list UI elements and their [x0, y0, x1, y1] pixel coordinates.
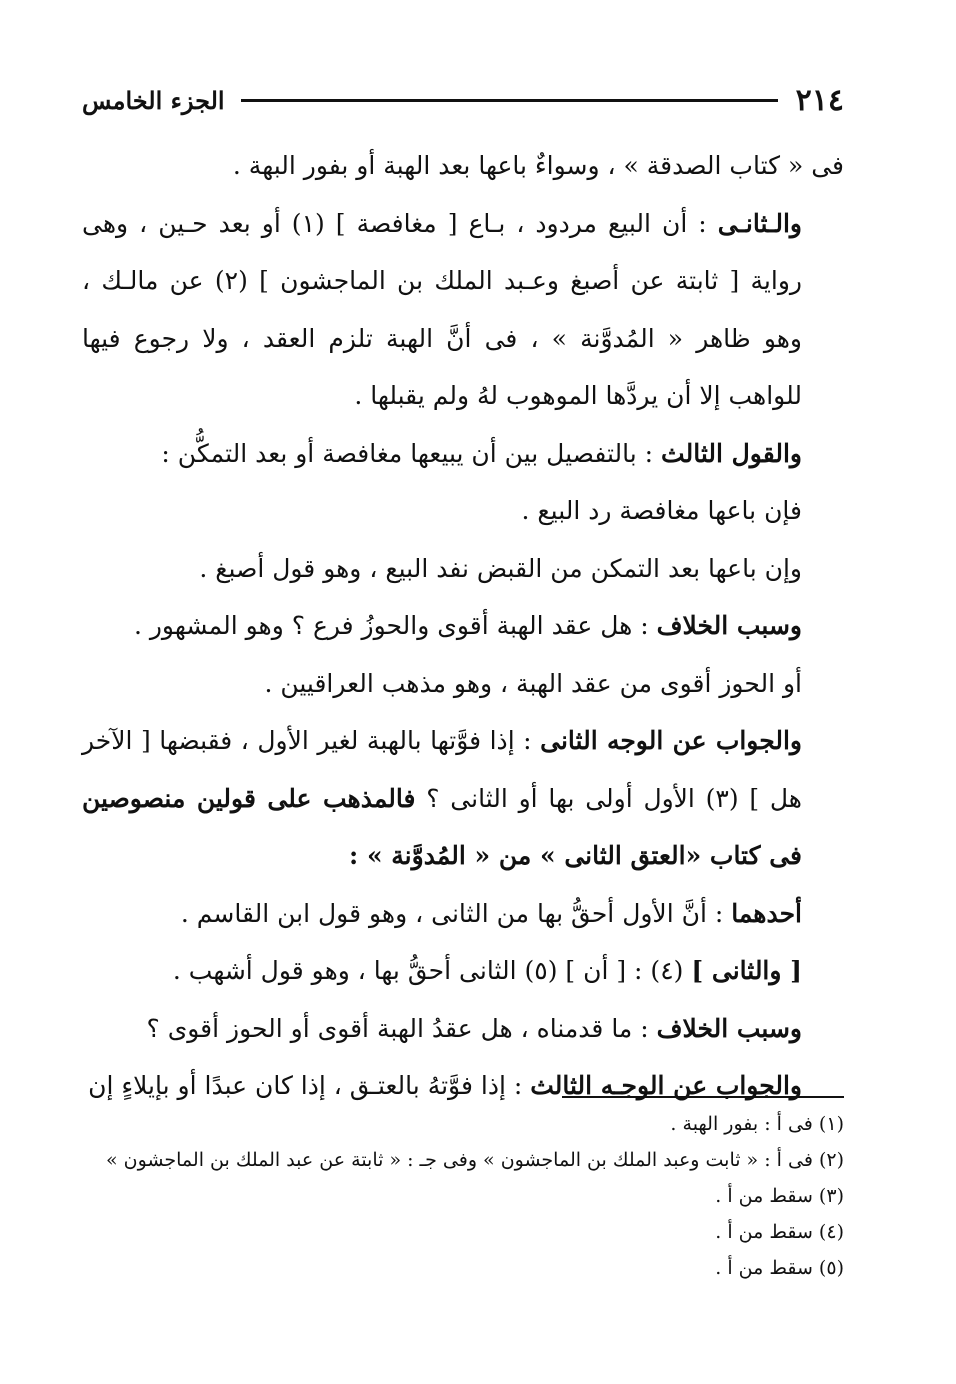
- paragraph-8-text: : إذا فوَّتها بالهبة لغير الأول ، فقبضها [ الآخر هل ] (٣) الأول أولى بها أو الثانى ؟: [82, 726, 802, 813]
- paragraph-3: [82, 425, 844, 483]
- paragraph-3-label: والقول الثالث: [661, 438, 802, 468]
- page-number: ٢١٤: [795, 82, 844, 118]
- paragraph-3-text: : بالتفصيل بين أن يبيعها مغافصة أو بعد التمكُّن :: [161, 438, 662, 468]
- paragraph-4-text: فإن باعها مغافصة رد البيع .: [521, 496, 802, 525]
- paragraph-12-text: : إذا فوَّتهُ بالعتـق ، إذا كان عبدًا أو بإيلاءٍ إن: [88, 1071, 531, 1100]
- running-head: الجزء الخامس: [82, 85, 225, 115]
- paragraph-11: [82, 1000, 844, 1058]
- paragraph-8-bold: فالمذهب على قولين منصوصين فى كتاب «العتق الثانى » من « المُدوَّنة » :: [82, 783, 802, 870]
- paragraph-9: [82, 885, 844, 943]
- footnote-3: (٣) سقط من أ .: [715, 1185, 844, 1207]
- footnote-2: (٢) فى أ : « ثابت وعبد الملك بن الماجشون » وفى جـ : « ثابتة عن عبد الملك بن الماجشون »: [106, 1149, 844, 1171]
- paragraph-2: [82, 195, 844, 425]
- paragraph-10-text: (٤) : [ أن ] (٥) الثانى أحقُّ بها ، وهو قول أشهب .: [172, 956, 692, 985]
- footnote-1: (١) فى أ : بفور الهبة .: [670, 1113, 844, 1135]
- paragraph-6: [82, 597, 844, 655]
- paragraph-2-label: والـثانـى: [717, 208, 802, 238]
- body-text: [82, 137, 844, 1115]
- paragraph-5: [82, 540, 844, 598]
- footnote-rule: [562, 1096, 844, 1098]
- paragraph-6-text: : هل عقد الهبة أقوى والحوزُ فرع ؟ وهو المشهور .: [133, 611, 657, 640]
- paragraph-7: [82, 655, 844, 713]
- paragraph-7-text: أو الحوز أقوى من عقد الهبة ، وهو مذهب العراقيين .: [264, 668, 802, 698]
- footnote-5: (٥) سقط من أ .: [715, 1257, 844, 1279]
- paragraph-2-text: : أن البيع مردود ، بـاع [ مغافصة ] (١) أو بعد حـين ، وهى رواية [ ثابتة عن أصبغ وعـبد الملك بن الماجشون ] (٢) عن مالـك ، وهو ظاهر « المُدوَّنة » ، فى أنَّ الهبة تلزم العقد ، ولا رجوع فيها للواهب إلا أن يردَّها الموهوب لهُ ولم يقبلها .: [82, 208, 802, 410]
- footnote-4: (٤) سقط من أ .: [715, 1221, 844, 1243]
- paragraph-1: [82, 137, 844, 195]
- paragraph-8-label: والجواب عن الوجه الثانى: [540, 726, 802, 755]
- paragraph-6-label: وسبب الخلاف: [656, 611, 802, 640]
- paragraph-9-label: أحدهما: [731, 898, 802, 928]
- paragraph-10: [82, 942, 844, 1000]
- paragraph-1-text: فى « كتاب الصدقة » ، وسواءٌ باعها بعد الهبة أو بفور البهة .: [232, 151, 844, 180]
- paragraph-4: [82, 482, 844, 540]
- header-rule: [241, 99, 778, 102]
- paragraph-12-label: والجواب عن الوجـه الثالث: [530, 1071, 802, 1100]
- paragraph-10-label: [ والثانى ]: [691, 956, 802, 985]
- paragraph-8: [82, 712, 844, 885]
- paragraph-5-text: وإن باعها بعد التمكن من القبض نفد البيع ، وهو قول أصبغ .: [199, 553, 802, 583]
- page-header: [82, 80, 844, 120]
- footnotes: [82, 1106, 844, 1286]
- paragraph-9-text: : أنَّ الأول أحقُّ بها من الثانى ، وهو قول ابن القاسم .: [180, 898, 732, 928]
- paragraph-11-label: وسبب الخلاف: [656, 1013, 802, 1043]
- paragraph-11-text: : ما قدمناه ، هل عقدُ الهبة أقوى أو الحوز أقوى ؟: [146, 1013, 657, 1043]
